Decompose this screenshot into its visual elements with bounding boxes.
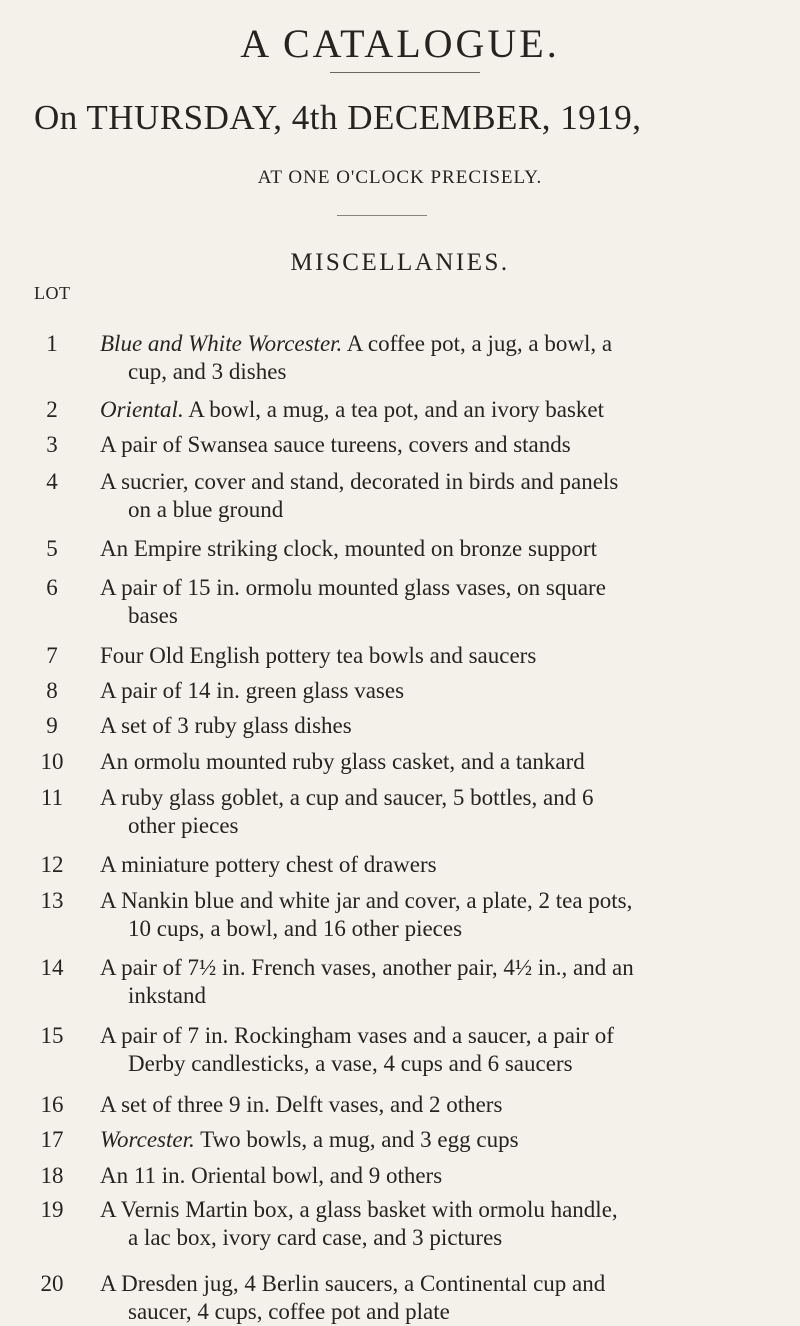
lot-number: 12 <box>40 852 64 877</box>
lot-description <box>100 1196 770 1252</box>
lot-number: 4 <box>46 469 58 494</box>
lot-description-continuation: on a blue ground <box>128 497 284 522</box>
lot-number: 19 <box>40 1197 64 1222</box>
lot-number: 2 <box>46 397 58 422</box>
lot-description-continuation: Derby candlesticks, a vase, 4 cups and 6 saucers <box>128 1051 573 1076</box>
sale-time: AT ONE O'CLOCK PRECISELY. <box>257 167 543 188</box>
lot-description <box>100 1091 770 1119</box>
lot-number: 18 <box>40 1163 64 1188</box>
lot-description <box>100 887 770 943</box>
lot-description-line: An Empire striking clock, mounted on bronze support <box>100 536 597 561</box>
lot-description-continuation: inkstand <box>128 983 206 1008</box>
lot-description <box>100 784 770 840</box>
lot-description <box>100 712 770 740</box>
lot-description <box>100 431 770 459</box>
lot-column-label: LOT <box>34 283 71 303</box>
lot-number: 15 <box>40 1023 64 1048</box>
lot-description <box>100 642 770 670</box>
lot-number: 17 <box>40 1127 64 1152</box>
lot-description <box>100 748 770 776</box>
section-heading: MISCELLANIES. <box>290 249 510 276</box>
lot-description-line: A pair of 14 in. green glass vases <box>100 678 405 703</box>
lot-number: 11 <box>40 785 64 810</box>
lot-description <box>100 1270 770 1326</box>
lot-number: 3 <box>46 432 58 457</box>
lot-description <box>100 677 770 705</box>
lot-description-line: A set of 3 ruby glass dishes <box>100 713 352 738</box>
lot-description-continuation: other pieces <box>128 813 239 838</box>
lot-number: 7 <box>46 643 58 668</box>
lot-description-continuation: bases <box>128 603 178 628</box>
lot-description <box>100 535 770 563</box>
lot-number: 5 <box>46 536 58 561</box>
lot-number: 10 <box>40 749 64 774</box>
lot-description <box>100 330 770 386</box>
lot-description-line: A pair of 7 in. Rockingham vases and a saucer, a pair of <box>100 1023 614 1048</box>
lot-description <box>100 954 770 1010</box>
lot-description <box>100 1162 770 1190</box>
lot-description-line: Worcester. Two bowls, a mug, and 3 egg cups <box>100 1127 519 1152</box>
lot-description-continuation: saucer, 4 cups, coffee pot and plate <box>128 1299 450 1324</box>
lot-category: Blue and White Worcester. <box>100 331 343 356</box>
lot-description-line: A Vernis Martin box, a glass basket with ormolu handle, <box>100 1197 618 1222</box>
lot-description-line: A pair of Swansea sauce tureens, covers and stands <box>100 432 571 457</box>
lot-number: 20 <box>40 1271 64 1296</box>
time-divider <box>337 215 427 216</box>
catalogue-title: A CATALOGUE. <box>240 21 560 66</box>
lot-description <box>100 574 770 630</box>
lot-number: 16 <box>40 1092 64 1117</box>
title-divider <box>330 72 480 73</box>
lot-description-line: A Nankin blue and white jar and cover, a plate, 2 tea pots, <box>100 888 633 913</box>
lot-description <box>100 1022 770 1078</box>
lot-number: 8 <box>46 678 58 703</box>
lot-description-line: A sucrier, cover and stand, decorated in birds and panels <box>100 469 619 494</box>
lot-description-continuation: a lac box, ivory card case, and 3 pictures <box>128 1225 503 1250</box>
lot-description <box>100 1126 770 1154</box>
lot-description-continuation: 10 cups, a bowl, and 16 other pieces <box>128 916 463 941</box>
lot-description <box>100 851 770 879</box>
lot-number: 6 <box>46 575 58 600</box>
lot-category: Worcester. <box>100 1127 195 1152</box>
lot-category: Oriental. <box>100 397 184 422</box>
lot-description-line: An 11 in. Oriental bowl, and 9 others <box>100 1163 443 1188</box>
lot-description-line: An ormolu mounted ruby glass casket, and a tankard <box>100 749 585 774</box>
lot-description-line: Four Old English pottery tea bowls and saucers <box>100 643 537 668</box>
sale-date: On THURSDAY, 4th DECEMBER, 1919, <box>34 98 642 137</box>
lot-description <box>100 396 770 424</box>
lot-number: 13 <box>40 888 64 913</box>
lot-description-line: A set of three 9 in. Delft vases, and 2 others <box>100 1092 503 1117</box>
lot-description-line: A miniature pottery chest of drawers <box>100 852 437 877</box>
lot-number: 14 <box>40 955 64 980</box>
lot-description-line: Oriental. A bowl, a mug, a tea pot, and an ivory basket <box>100 397 605 422</box>
lot-description-line: A Dresden jug, 4 Berlin saucers, a Continental cup and <box>100 1271 606 1296</box>
lot-number: 1 <box>46 331 58 356</box>
lot-description-line: A ruby glass goblet, a cup and saucer, 5 bottles, and 6 <box>100 785 594 810</box>
lot-description <box>100 468 770 524</box>
lot-number: 9 <box>46 713 58 738</box>
lot-description-line: Blue and White Worcester. A coffee pot, a jug, a bowl, a <box>100 331 613 356</box>
lot-description-line: A pair of 7½ in. French vases, another pair, 4½ in., and an <box>100 955 634 980</box>
lot-description-line: A pair of 15 in. ormolu mounted glass vases, on square <box>100 575 606 600</box>
lot-description-continuation: cup, and 3 dishes <box>128 359 287 384</box>
